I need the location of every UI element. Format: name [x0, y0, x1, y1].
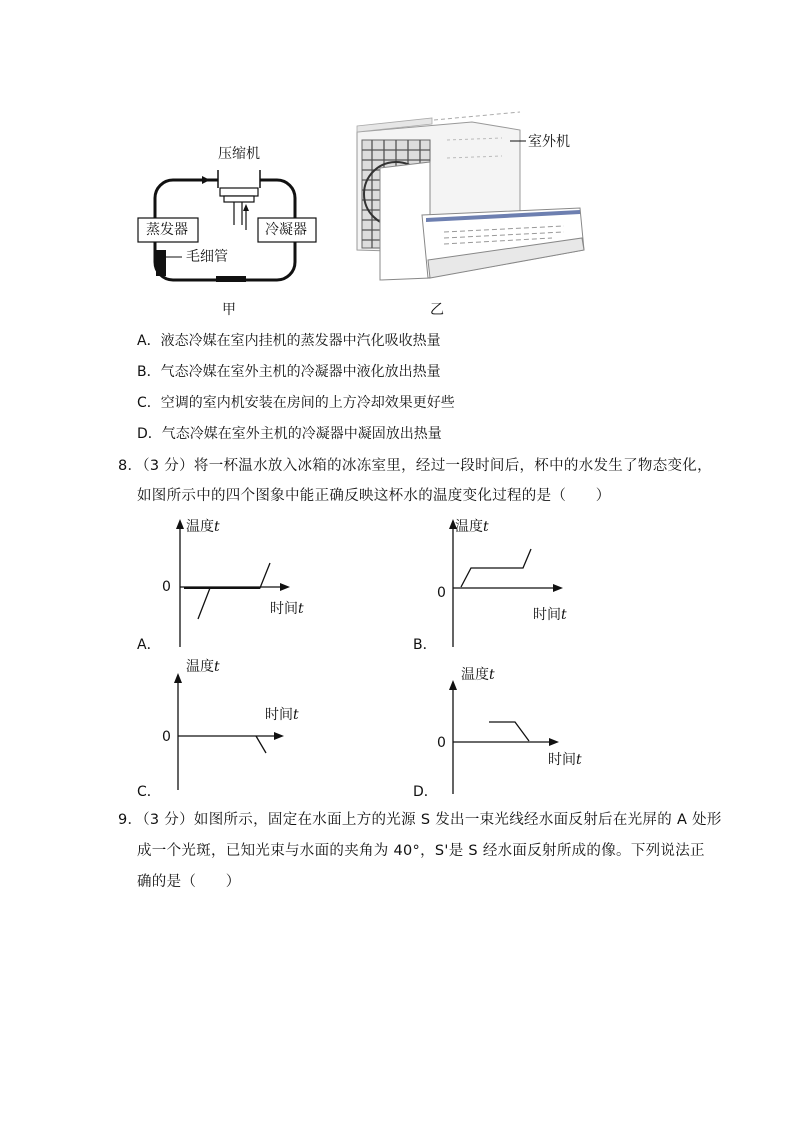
- caption-jia: 甲: [222, 302, 236, 318]
- graph-b-zero: 0: [437, 585, 446, 601]
- option-letter: D．: [137, 426, 162, 442]
- graph-a-ylabel: 温度t: [186, 519, 220, 535]
- graph-d-ylabel: 温度t: [461, 667, 495, 683]
- graph-d-plot: [425, 662, 595, 802]
- q7-option-b[interactable]: [137, 362, 441, 382]
- condenser-label: 冷凝器: [265, 222, 307, 238]
- option-text: 气态冷媒在室外主机的冷凝器中凝固放出热量: [161, 426, 442, 442]
- q7-option-d[interactable]: [137, 424, 442, 444]
- q7-option-c[interactable]: [137, 393, 455, 413]
- graph-d[interactable]: [425, 662, 595, 802]
- option-text: 气态冷媒在室外主机的冷凝器中液化放出热量: [160, 364, 441, 380]
- graph-a-plot: [150, 515, 320, 655]
- graph-c-plot: [150, 655, 320, 795]
- outdoor-unit-label: 室外机: [528, 134, 570, 150]
- graph-c-ylabel: 温度t: [186, 659, 220, 675]
- evaporator-label: 蒸发器: [146, 222, 188, 238]
- graph-a-zero: 0: [162, 579, 171, 595]
- option-letter: B．: [137, 364, 161, 380]
- graph-b[interactable]: [425, 515, 595, 655]
- caption-yi: 乙: [430, 302, 444, 318]
- option-d-label[interactable]: D．: [413, 784, 438, 800]
- graph-c-zero: 0: [162, 729, 171, 745]
- graph-a[interactable]: [150, 515, 320, 655]
- q9-stem-line3: 确的是（ ）: [137, 874, 241, 890]
- q9-stem-line2: 成一个光斑，已知光束与水面的夹角为 40°，S'是 S 经水面反射所成的像。下列说法正: [137, 843, 705, 859]
- graph-b-plot: [425, 515, 595, 655]
- option-text: 空调的室内机安装在房间的上方冷却效果更好些: [160, 395, 455, 411]
- graph-c[interactable]: [150, 655, 320, 795]
- option-letter: A．: [137, 333, 161, 349]
- graph-b-ylabel: 温度t: [455, 519, 489, 535]
- graph-d-zero: 0: [437, 735, 446, 751]
- figure-yi: [352, 110, 592, 290]
- q9-stem-line1: 9．（3 分）如图所示，固定在水面上方的光源 S 发出一束光线经水面反射后在光屏的 A 处形: [118, 812, 722, 828]
- q8-stem-line2: 如图所示中的四个图象中能正确反映这杯水的温度变化过程的是（ ）: [137, 488, 611, 504]
- option-letter: C．: [137, 395, 161, 411]
- graph-c-xlabel: 时间t: [265, 707, 299, 723]
- graph-a-xlabel: 时间t: [270, 601, 304, 617]
- compressor-label: 压缩机: [218, 146, 260, 162]
- q7-option-a[interactable]: [137, 331, 441, 351]
- graph-d-xlabel: 时间t: [548, 752, 582, 768]
- graph-b-xlabel: 时间t: [533, 607, 567, 623]
- capillary-label: 毛细管: [186, 249, 228, 265]
- option-text: 液态冷媒在室内挂机的蒸发器中汽化吸收热量: [160, 333, 441, 349]
- q8-stem-line1: 8．（3 分）将一杯温水放入冰箱的冰冻室里，经过一段时间后，杯中的水发生了物态变化，: [118, 458, 712, 474]
- figure-jia: [130, 140, 320, 325]
- option-c-label[interactable]: C．: [137, 784, 161, 800]
- option-a-label[interactable]: A．: [137, 637, 161, 653]
- option-b-label[interactable]: B．: [413, 637, 437, 653]
